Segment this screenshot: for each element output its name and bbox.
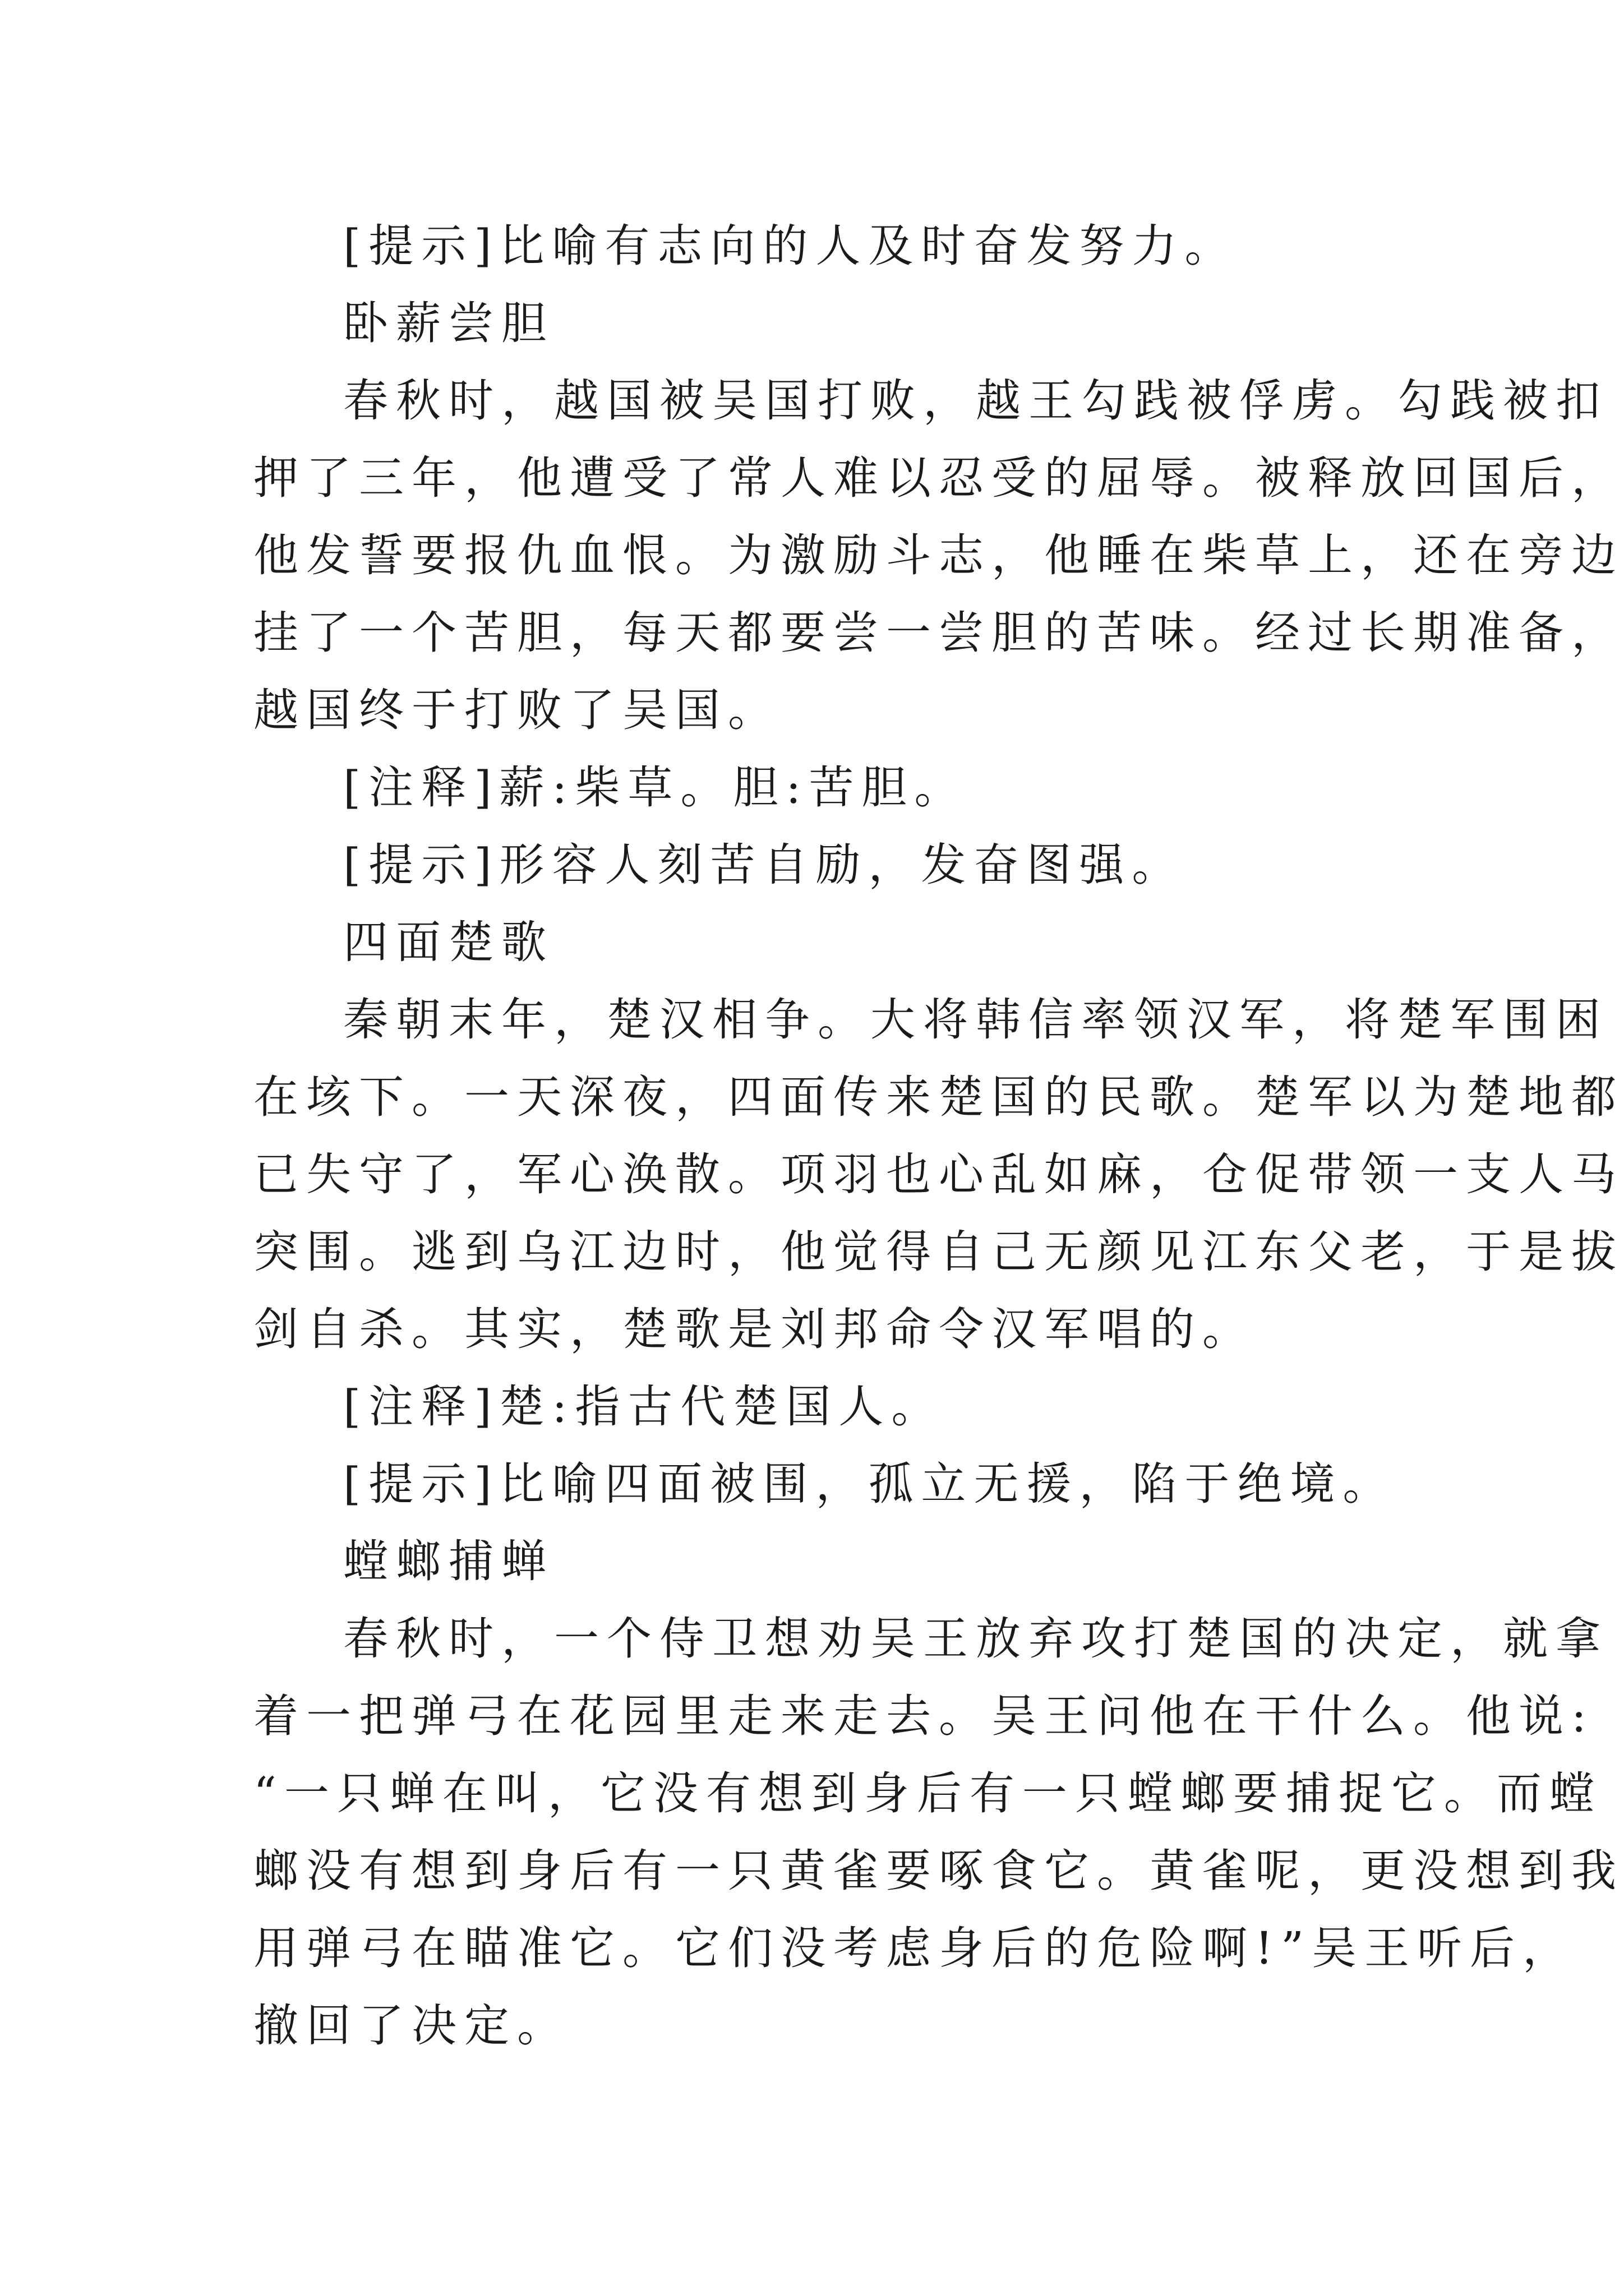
story-paragraph: [253, 362, 1624, 749]
text-line: 螳螂捕蝉: [343, 1535, 554, 1587]
text-line: [提示]比喻四面被围，孤立无援，陷于绝境。: [343, 1458, 1396, 1510]
text-line: 突围。逃到乌江边时，他觉得自己无颜见江东父老，于是拔: [253, 1226, 1624, 1278]
idiom-heading: [253, 1523, 1392, 1600]
text-line: 卧薪尝胆: [343, 297, 554, 349]
text-line: “一只蝉在叫，它没有想到身后有一只螳螂要捕捉它。而螳: [253, 1767, 1602, 1820]
hint-paragraph: [253, 1446, 1396, 1523]
note-paragraph: [253, 1368, 1392, 1446]
text-line: 挂了一个苦胆，每天都要尝一尝胆的苦味。经过长期准备，: [253, 607, 1624, 659]
text-line: [提示]比喻有志向的人及时奋发努力。: [343, 220, 1238, 272]
idiom-heading: [253, 285, 1392, 362]
text-line: 越国终于打败了吴国。: [253, 684, 781, 736]
text-line: 在垓下。一天深夜，四面传来楚国的民歌。楚军以为楚地都: [253, 1071, 1624, 1123]
story-paragraph: [253, 1600, 1624, 2065]
text-line: 用弹弓在瞄准它。它们没考虑身后的危险啊!”吴王听后，: [253, 1922, 1576, 1974]
text-line: 四面楚歌: [343, 916, 554, 968]
document-body: [253, 207, 1624, 2065]
text-line: 螂没有想到身后有一只黄雀要啄食它。黄雀呢，更没想到我: [253, 1845, 1624, 1897]
text-line: 春秋时，一个侍卫想劝吴王放弃攻打楚国的决定，就拿: [343, 1613, 1608, 1665]
hint-paragraph: [253, 826, 1392, 904]
text-line: 秦朝末年，楚汉相争。大将韩信率领汉军，将楚军围困: [343, 994, 1608, 1046]
hint-paragraph: [253, 207, 1392, 285]
idiom-heading: [253, 904, 1392, 981]
text-line: 春秋时，越国被吴国打败，越王勾践被俘虏。勾践被扣: [343, 375, 1608, 427]
text-line: [注释]薪:柴草。胆:苦胆。: [343, 761, 967, 814]
note-paragraph: [253, 749, 1392, 826]
text-line: [注释]楚:指古代楚国人。: [343, 1380, 944, 1433]
story-paragraph: [253, 981, 1624, 1368]
text-line: 押了三年，他遭受了常人难以忍受的屈辱。被释放回国后，: [253, 452, 1624, 504]
text-line: [提示]形容人刻苦自励，发奋图强。: [343, 839, 1185, 891]
text-line: 已失守了，军心涣散。项羽也心乱如麻，仓促带领一支人马: [253, 1148, 1624, 1200]
text-line: 他发誓要报仇血恨。为激励斗志，他睡在柴草上，还在旁边: [253, 529, 1624, 581]
text-line: 剑自杀。其实，楚歌是刘邦命令汉军唱的。: [253, 1303, 1255, 1355]
text-line: 撤回了决定。: [253, 2000, 570, 2052]
text-line: 着一把弹弓在花园里走来走去。吴王问他在干什么。他说:: [253, 1690, 1594, 1742]
